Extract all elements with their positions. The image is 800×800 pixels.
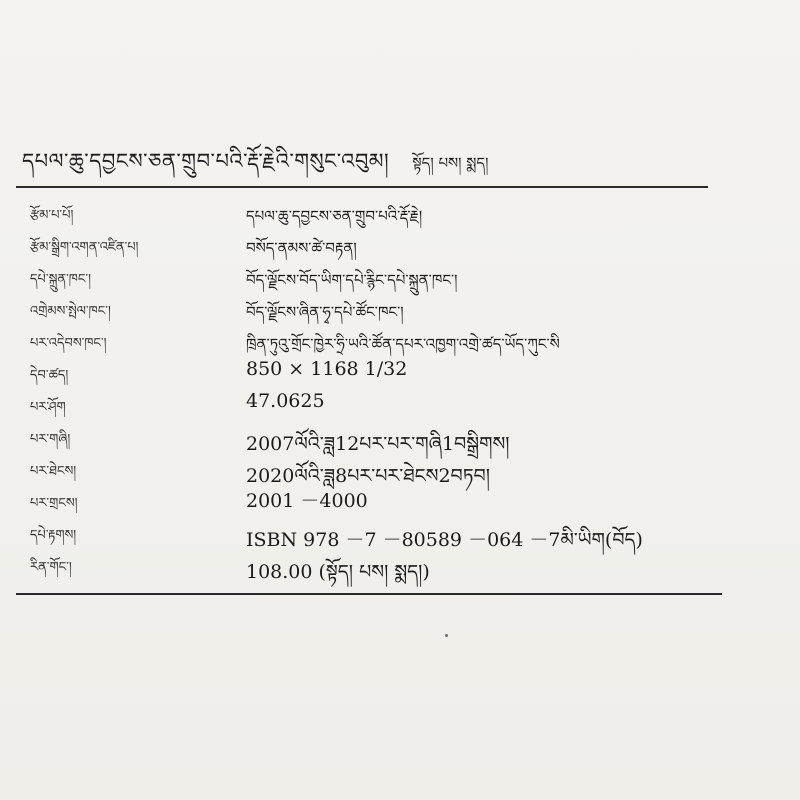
row-label: དཔེ་སྐྲུན་ཁང་། (30, 272, 91, 287)
volume-designation: སྟོད། པས། སྨད། (412, 154, 489, 172)
row-label: རིན་གོང་། (30, 560, 72, 575)
top-divider (16, 186, 708, 188)
row-value: 850 × 1168 1/32 (246, 358, 408, 380)
paper-speck (445, 634, 448, 637)
colophon-row-print-run (0, 484, 800, 516)
row-label: འགྲེམས་སྤེལ་ཁང་། (30, 304, 111, 319)
row-value: 2020ལོའི་ཟླ8པར་པར་ཐེངས2བཏབ། (246, 465, 490, 487)
colophon-row-price (0, 548, 800, 583)
row-label: དཔེ་རྟགས། (30, 528, 77, 543)
row-value: 2007ལོའི་ཟླ12པར་པར་གཞི1བསྒྲིགས། (246, 433, 510, 455)
row-label: རྩོམ་སྒྲིག་འགན་འཛིན་པ། (30, 240, 139, 255)
row-value: 108.00 (སྟོད། པས། སྨད།) (246, 561, 430, 583)
colophon-row-impression (0, 452, 800, 487)
row-value: བོད་ལྗོངས་ཞིན་ཧྭ་དཔེ་ཚོང་ཁང་། (246, 303, 404, 321)
colophon-row-isbn (0, 516, 800, 551)
row-value: ཁྲིན་ཏུའུ་གྲོང་ཁྱེར་ཧྲི་ཡའི་ཚོན་དཔར་འཁྱག་འགྲེ་ཚད་ཡོད་ཀུང་སི (246, 335, 560, 353)
row-value: དཔལ་ཆུ་དབྱངས་ཅན་གྲུབ་པའི་རྡོ་རྗེ། (246, 207, 423, 225)
colophon-row-format (0, 356, 800, 388)
colophon-row-author (0, 196, 800, 228)
row-value: བསོད་ནམས་ཚེ་བརྟན། (246, 239, 357, 257)
row-label: པར་གྲངས། (30, 496, 78, 511)
book-title-line (22, 138, 702, 182)
colophon-row-editor (0, 228, 800, 260)
row-value: 47.0625 (246, 390, 325, 412)
colophon-row-edition (0, 420, 800, 455)
colophon-row-publisher (0, 260, 800, 292)
row-value: བོད་ལྗོངས་བོད་ཡིག་དཔེ་རྙིང་དཔེ་སྐྲུན་ཁང་། (246, 271, 458, 289)
colophon-table (0, 196, 800, 583)
row-label: དེབ་ཚད། (30, 368, 69, 383)
book-title: དཔལ་ཆུ་དབྱངས་ཅན་གྲུབ་པའི་རྡོ་རྗེའི་གསུང་འབུམ། (22, 149, 390, 173)
colophon-row-distributor (0, 292, 800, 324)
row-label: པར་ཐེངས། (30, 464, 77, 479)
row-value: ISBN 978 －7 －80589 －064 －7མི་ཡིག(བོད) (246, 529, 643, 551)
row-label: པར་གཞི། (30, 432, 71, 447)
colophon-row-sheets (0, 388, 800, 420)
colophon-row-printer (0, 324, 800, 356)
bottom-divider (16, 593, 722, 595)
row-label: པར་འདེབས་ཁང་། (30, 336, 107, 351)
row-label: པར་ཤོག (30, 400, 66, 415)
row-value: 2001 －4000 (246, 490, 368, 512)
row-label: རྩོམ་པ་པོ། (30, 208, 74, 223)
